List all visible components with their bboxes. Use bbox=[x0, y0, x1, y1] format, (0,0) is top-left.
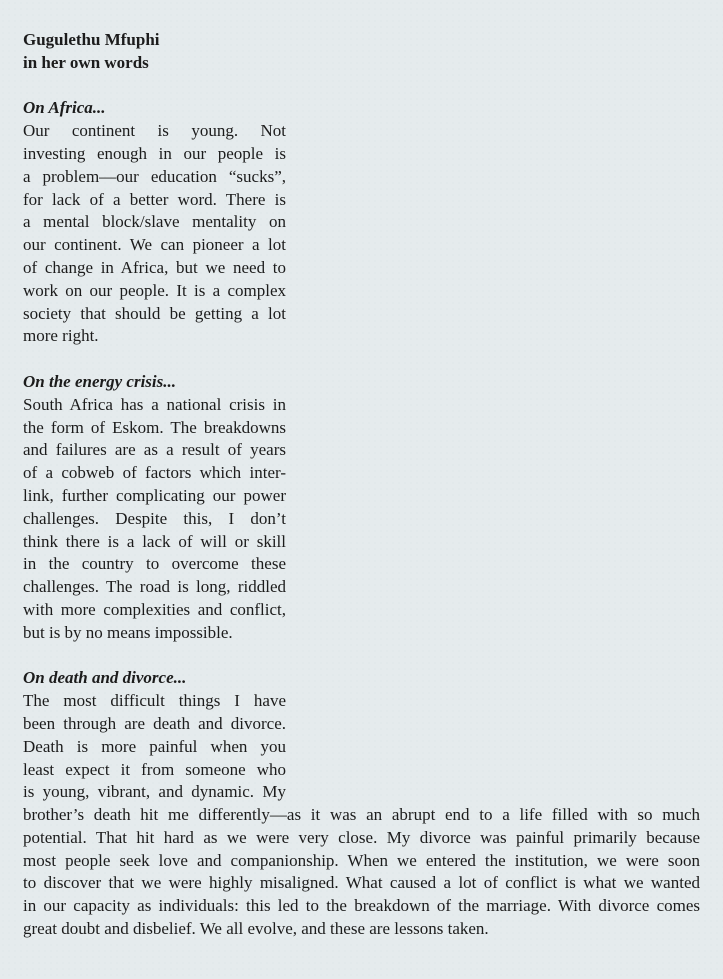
body-line: potential. That hit hard as we were very close. My divorce was painful primarily because bbox=[23, 827, 700, 847]
section-heading: On Africa... bbox=[23, 98, 106, 118]
body-line: is young, vibrant, and dynamic. My bbox=[23, 782, 286, 802]
body-line: South Africa has a national crisis in bbox=[23, 394, 286, 414]
spacer bbox=[23, 645, 700, 668]
subtitle-line: in her own words bbox=[23, 52, 149, 72]
body-line: challenges. The road is long, riddled bbox=[23, 577, 286, 597]
body-line: with more complexities and conflict, bbox=[23, 599, 286, 619]
body-line: but is by no means impossible. bbox=[23, 622, 233, 642]
body-line: work on our people. It is a complex bbox=[23, 280, 286, 300]
body-line: for lack of a better word. There is bbox=[23, 189, 286, 209]
body-line: least expect it from someone who bbox=[23, 759, 286, 779]
section bbox=[23, 348, 700, 644]
body-line: Our continent is young. Not bbox=[23, 121, 286, 141]
section-heading: On the energy crisis... bbox=[23, 371, 176, 391]
body-line: of change in Africa, but we need to bbox=[23, 257, 286, 277]
body-line: a mental block/slave mentality on bbox=[23, 212, 286, 232]
body-line: in the country to overcome these bbox=[23, 554, 286, 574]
body-line: and failures are as a result of years bbox=[23, 440, 286, 460]
body-line: a problem—our education “sucks”, bbox=[23, 166, 286, 186]
section bbox=[23, 645, 700, 941]
body-line: been through are death and divorce. bbox=[23, 713, 286, 733]
body-line: society that should be getting a lot bbox=[23, 303, 286, 323]
body-line: think there is a lack of will or skill bbox=[23, 531, 286, 551]
article bbox=[23, 29, 700, 941]
body-line: Death is more painful when you bbox=[23, 736, 286, 756]
section-heading: On death and divorce... bbox=[23, 668, 187, 688]
title-line: Gugulethu Mfuphi bbox=[23, 30, 160, 49]
body-line: link, further complicating our power bbox=[23, 485, 286, 505]
body-line: brother’s death hit me differently—as it was an abrupt end to a life filled with so much bbox=[23, 805, 700, 825]
body-line: our continent. We can pioneer a lot bbox=[23, 235, 286, 255]
body-line: investing enough in our people is bbox=[23, 143, 286, 163]
body-line: the form of Eskom. The breakdowns bbox=[23, 417, 286, 437]
body-line: of a cobweb of factors which inter- bbox=[23, 463, 286, 483]
spacer bbox=[23, 348, 700, 371]
body-line: most people seek love and companionship. When we entered the institution, we were soon bbox=[23, 850, 700, 870]
spacer bbox=[23, 75, 700, 98]
body-line: to discover that we were highly misaligned. What caused a lot of conflict is what we wanted bbox=[23, 873, 700, 893]
body-line: The most difficult things I have bbox=[23, 691, 286, 711]
section bbox=[23, 75, 700, 349]
body-line: great doubt and disbelief. We all evolve, and these are lessons taken. bbox=[23, 919, 489, 939]
body-line: more right. bbox=[23, 326, 99, 346]
article-title bbox=[23, 29, 700, 75]
body-line: challenges. Despite this, I don’t bbox=[23, 508, 286, 528]
body-line: in our capacity as individuals: this led to the breakdown of the marriage. With divorce comes bbox=[23, 896, 700, 916]
